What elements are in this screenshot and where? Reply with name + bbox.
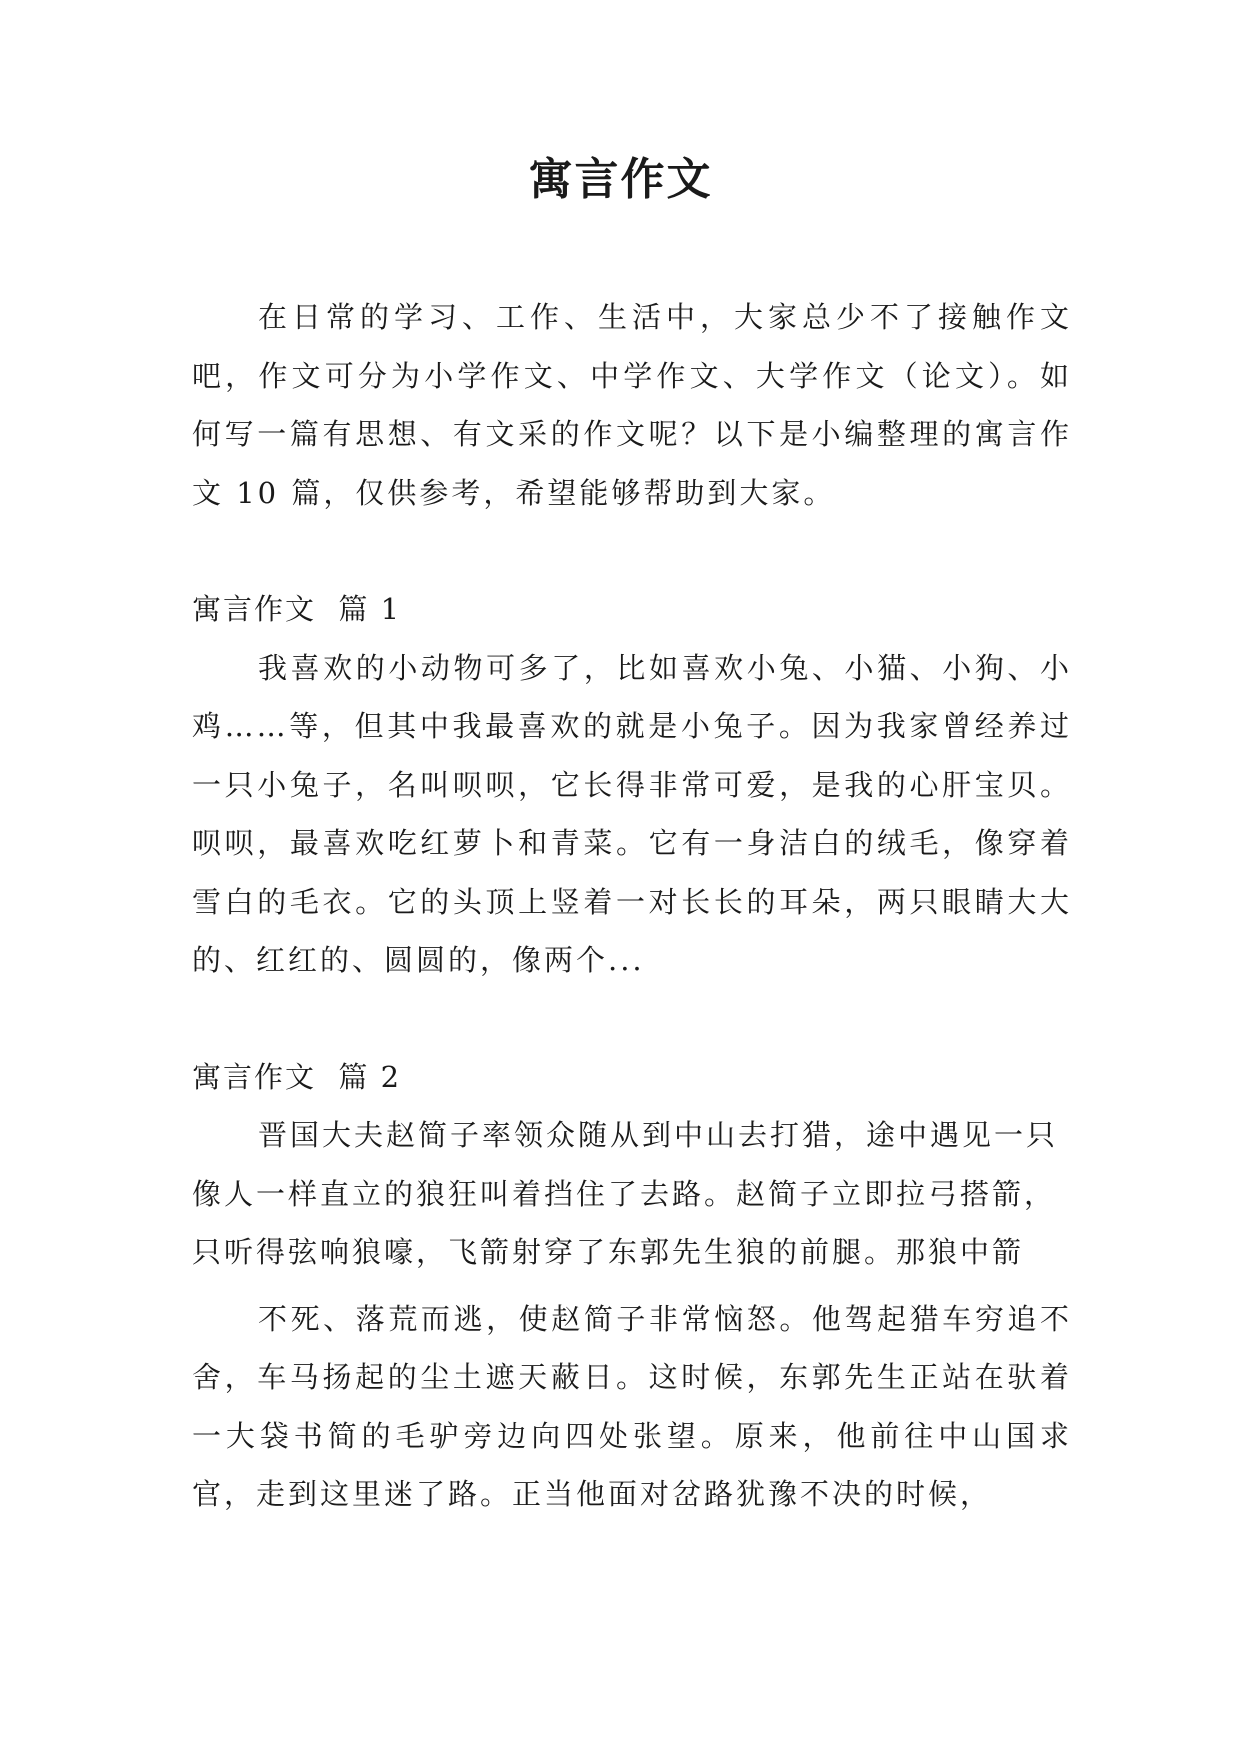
document-title: 寓言作文 [528, 154, 713, 205]
intro-paragraph: 在日常的学习、工作、生活中，大家总少不了接触作文吧，作文可分为小学作文、中学作文、大学作文（论文）。如何写一篇有思想、有文采的作文呢？以下是小编整理的寓言作文 10 篇，仅供参考，希望能够帮助到大家。 [192, 300, 1072, 510]
section-2 [192, 1048, 1072, 1524]
document-body [192, 288, 1072, 1524]
section-paragraph: 我喜欢的小动物可多了，比如喜欢小兔、小猫、小狗、小鸡……等，但其中我最喜欢的就是小兔子。因为我家曾经养过一只小兔子，名叫呗呗，它长得非常可爱，是我的心肝宝贝。呗呗，最喜欢吃红萝卜和青菜。它有一身洁白的绒毛，像穿着雪白的毛衣。它的头顶上竖着一对长长的耳朵，两只眼睛大大的、红红的、圆圆的，像两个... [192, 650, 1072, 977]
spacer [192, 1282, 1072, 1290]
section-paragraph: 不死、落荒而逃，使赵简子非常恼怒。他驾起猎车穷追不舍，车马扬起的尘土遮天蔽日。这时候，东郭先生正站在驮着一大袋书简的毛驴旁边向四处张望。原来，他前往中山国求官，走到这里迷了路。正当他面对岔路犹豫不决的时候， [192, 1301, 1072, 1511]
spacer [192, 522, 1072, 580]
spacer [192, 990, 1072, 1048]
section-heading: 寓言作文 篇 1 [192, 592, 402, 626]
section-paragraph: 晋国大夫赵简子率领众随从到中山去打猎，途中遇见一只像人一样直立的狼狂叫着挡住了去路。赵简子立即拉弓搭箭，只听得弦响狼嚎，飞箭射穿了东郭先生狼的前腿。那狼中箭 [192, 1118, 1059, 1269]
section-heading: 寓言作文 篇 2 [192, 1059, 402, 1094]
section-1 [192, 580, 1072, 990]
